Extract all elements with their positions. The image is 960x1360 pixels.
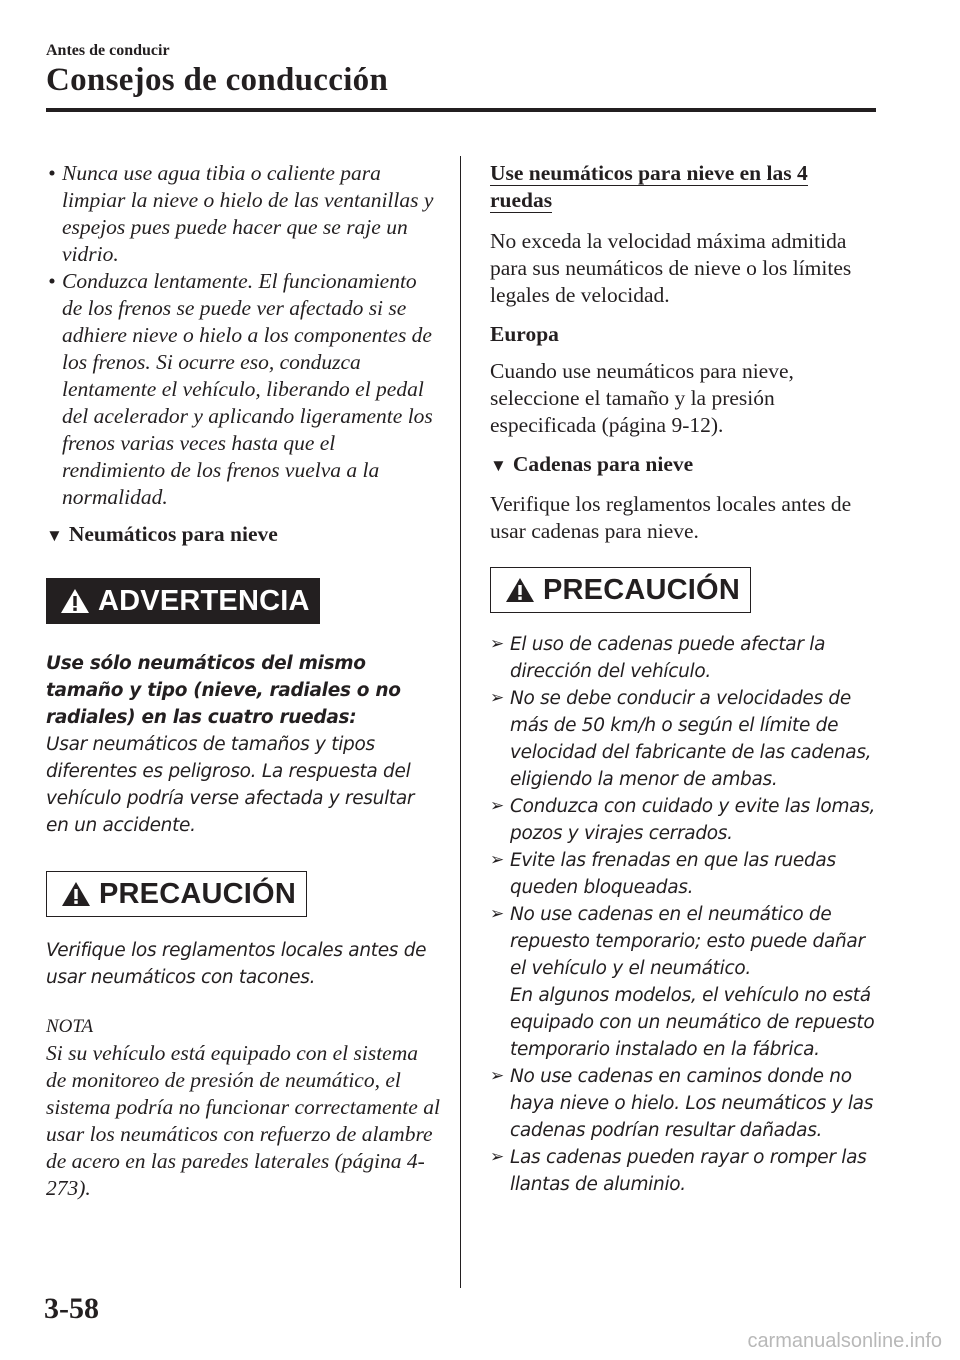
warning-badge (46, 578, 320, 624)
subheading-snow-tires: ▼ Neumáticos para nieve (46, 521, 441, 549)
chapter-title: Consejos de conducción (46, 62, 389, 98)
arrow-right-icon: ➢ (490, 904, 504, 924)
triangle-down-icon: ▼ (490, 456, 507, 475)
list-item: ➢ El uso de cadenas puede afectar la dirección del vehículo. (490, 631, 885, 685)
list-item: ➢ No use cadenas en caminos donde no haya nieve o hielo. Los neumáticos y las cadenas podrían resultar dañadas. (490, 1063, 885, 1144)
caution-triangle-icon (61, 880, 91, 908)
bullet-dot-icon: • (48, 161, 56, 185)
bullet-list (46, 160, 441, 511)
region-label: Europa (490, 322, 559, 346)
right-column (490, 160, 885, 1198)
warning-label: ADVERTENCIA (98, 584, 310, 617)
list-item: • Nunca use agua tibia o caliente para limpiar la nieve o hielo de las ventanillas y espejos pues puede hacer que se raje un vidrio. (48, 161, 434, 266)
europe-paragraph: Cuando use neumáticos para nieve, seleccione el tamaño y la presión especificada (página 9-12). (490, 359, 794, 437)
note-label: NOTA (46, 1016, 94, 1037)
warning-text: Usar neumáticos de tamaños y tipos diferentes es peligroso. La respuesta del vehículo podría verse afectada y resultar en un accidente. (46, 734, 415, 836)
list-item: ➢ Evite las frenadas en que las ruedas queden bloqueadas. (490, 847, 885, 901)
caution-badge (46, 871, 307, 917)
note-text: Si su vehículo está equipado con el sistema de monitoreo de presión de neumático, el sistema podría no funcionar correctamente al usar los neumáticos con refuerzo de alambre de acero en las paredes laterales (página 4-273). (46, 1041, 440, 1200)
speed-paragraph: No exceda la velocidad máxima admitida para sus neumáticos de nieve o los límites legales de velocidad. (490, 229, 852, 307)
warning-triangle-icon (60, 587, 90, 615)
arrow-right-icon: ➢ (490, 1066, 504, 1086)
left-column (46, 160, 441, 1202)
caution-text: Verifique los reglamentos locales antes de usar neumáticos con tacones. (46, 940, 427, 988)
header-rule (46, 108, 876, 112)
section-label: Antes de conducir (46, 42, 170, 59)
list-item: ➢ Conduzca con cuidado y evite las lomas, pozos y virajes cerrados. (490, 793, 885, 847)
arrow-right-icon: ➢ (490, 796, 504, 816)
caution-badge (490, 567, 751, 613)
list-item-note: En algunos modelos, el vehículo no está equipado con un neumático de repuesto temporario instalado en la fábrica. (510, 985, 875, 1060)
list-item: ➢ No se debe conducir a velocidades de más de 50 km/h o según el límite de velocidad del fabricante de las cadenas, eligiendo la menor de ambas. (490, 685, 885, 793)
heading-four-wheels: Use neumáticos para nieve en las 4 ruedas (490, 161, 808, 212)
page-number: 3-58 (44, 1292, 99, 1325)
arrow-right-icon: ➢ (490, 634, 504, 654)
arrow-right-icon: ➢ (490, 1147, 504, 1167)
caution-list (490, 631, 885, 1198)
caution-label: PRECAUCIÓN (543, 573, 740, 606)
list-item: ➢ No use cadenas en el neumático de repuesto temporario; esto puede dañar el vehículo y el neumático. En algunos modelos, el vehículo no está equipado con un neumático de repuesto temporario instalado en la fábrica. (490, 901, 885, 1063)
arrow-right-icon: ➢ (490, 850, 504, 870)
warning-bold-text: Use sólo neumáticos del mismo tamaño y tipo (nieve, radiales o no radiales) en las cuatro ruedas: (46, 653, 401, 728)
arrow-right-icon: ➢ (490, 688, 504, 708)
watermark: carmanualsonline.info (747, 1330, 942, 1352)
caution-triangle-icon (505, 576, 535, 604)
column-divider (460, 156, 461, 1288)
bullet-dot-icon: • (48, 269, 56, 293)
triangle-down-icon: ▼ (46, 526, 63, 545)
caution-label: PRECAUCIÓN (99, 877, 296, 910)
list-item: ➢ Las cadenas pueden rayar o romper las llantas de aluminio. (490, 1144, 885, 1198)
list-item: • Conduzca lentamente. El funcionamiento de los frenos se puede ver afectado si se adhiere nieve o hielo a los componentes de los frenos. Si ocurre eso, conduzca lentamente el vehículo, liberando el pedal del acelerador y aplicando ligeramente los frenos varias veces hasta que el rendimiento de los frenos vuelva a la normalidad. (48, 269, 433, 509)
subheading-snow-chains: ▼ Cadenas para nieve (490, 451, 885, 479)
chains-paragraph: Verifique los reglamentos locales antes de usar cadenas para nieve. (490, 492, 852, 543)
